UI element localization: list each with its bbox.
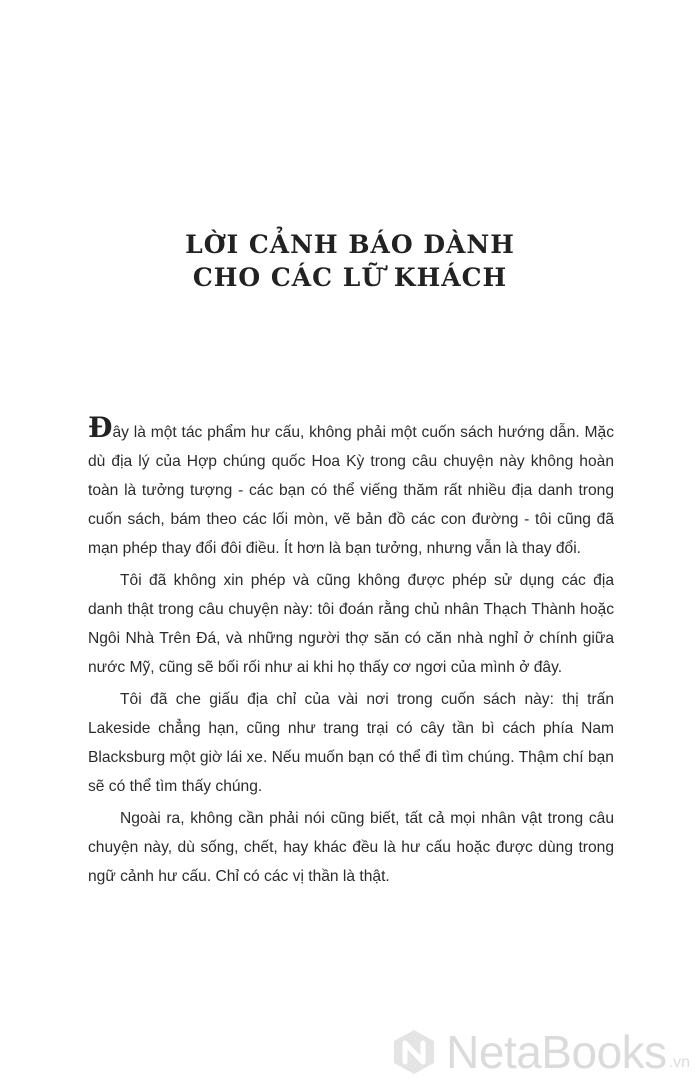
- title-line-2: CHO CÁC LỮ KHÁCH: [192, 263, 508, 292]
- paragraph-2: Tôi đã không xin phép và cũng không được phép sử dụng các địa danh thật trong câu chuyện này: tôi đoán rằng chủ nhân Thạch Thành hoặc Ngôi Nhà Trên Đá, và những người thợ săn có căn nhà nghỉ ở chính giữa nước Mỹ, cũng sẽ bối rối như ai khi họ thấy cơ ngơi của mình ở đây.: [88, 572, 614, 676]
- watermark: [390, 1028, 690, 1076]
- page-title: [0, 228, 700, 294]
- watermark-suffix: .vn: [668, 1054, 690, 1071]
- title-line-1: LỜI CẢNH BÁO DÀNH: [185, 230, 515, 259]
- paragraph-3: Tôi đã che giấu địa chỉ của vài nơi trong cuốn sách này: thị trấn Lakeside chẳng hạn, cũng như trang trại có cây tần bì cách phía Nam Blacksburg một giờ lái xe. Nếu muốn bạn có thể đi tìm chúng. Thậm chí bạn sẽ có thể tìm thấy chúng.: [88, 691, 614, 795]
- paragraph-4: Ngoài ra, không cần phải nói cũng biết, tất cả mọi nhân vật trong câu chuyện này, dù sống, chết, hay khác đều là hư cấu hoặc được dùng trong ngữ cảnh hư cấu. Chỉ có các vị thần là thật.: [88, 810, 614, 885]
- body-text: [88, 411, 614, 894]
- paragraph-1-text: ây là một tác phẩm hư cấu, không phải một cuốn sách hướng dẫn. Mặc dù địa lý của Hợp chúng quốc Hoa Kỳ trong câu chuyện này không hoàn toàn là tưởng tượng - các bạn có thể viếng thăm rất nhiều địa danh trong cuốn sách, bám theo các lối mòn, vẽ bản đồ các con đường - tôi cũng đã mạn phép thay đổi đôi điều. Ít hơn là bạn tưởng, nhưng vẫn là thay đổi.: [88, 424, 614, 557]
- paragraph-1: [88, 411, 614, 563]
- watermark-brand: NetaBooks: [446, 1026, 667, 1078]
- netabooks-logo-icon: [390, 1028, 438, 1076]
- drop-cap: Đ: [88, 411, 113, 444]
